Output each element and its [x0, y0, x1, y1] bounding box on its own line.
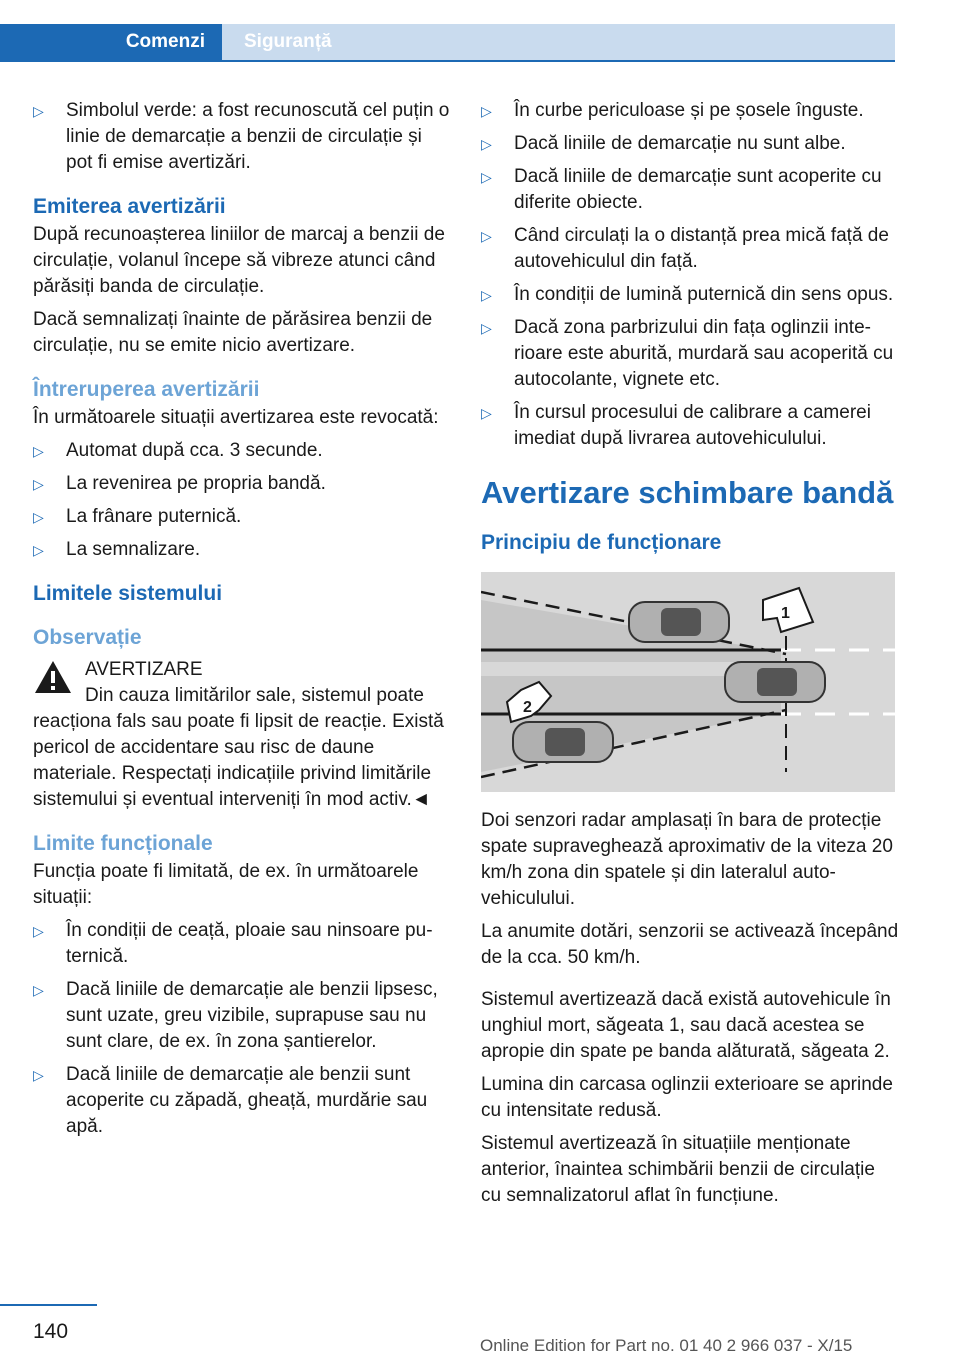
section-title: Avertizare schimbare bandă [481, 475, 894, 510]
heading-emitere: Emiterea avertizării [33, 195, 226, 218]
list-item: ▷ Când circulați la o distanță prea mică față de autovehiculul din față. [481, 223, 899, 275]
list-item: ▷ În condiții de lumină puternică din sens opus. [481, 282, 899, 308]
tab-comenzi[interactable]: Comenzi [0, 24, 222, 60]
heading-limite-functionale: Limite funcționale [33, 832, 213, 855]
list-item: ▷ La frânare puternică. [33, 504, 451, 530]
left-column [33, 98, 451, 1147]
list-item: ▷ Dacă liniile de demarcație ale benzii sunt acoperite cu zăpadă, gheață, murdărie sau apă. [33, 1062, 451, 1140]
page-number: 140 [33, 1320, 69, 1343]
list-item: ▷ În cursul procesului de calibrare a camerei imediat după livrarea autovehiculului. [481, 400, 899, 452]
list-item: ▷ Dacă liniile de demarcație sunt acoperite cu diferite obiecte. [481, 164, 899, 216]
arrow-2-label: 2 [523, 699, 532, 716]
car-middle [725, 662, 825, 702]
footer-edition: Online Edition for Part no. 01 40 2 966 037 - X/15 [480, 1336, 853, 1355]
paragraph: Dacă semnalizați înainte de părăsirea benzii de circulație, nu se emite nicio avertizare. [33, 309, 433, 356]
warning-block [33, 657, 451, 813]
warning-text: reacționa fals sau poate fi lipsit de reacție. Există pericol de accidentare sau risc de daune materiale. Respectați indicațiile privind limitările sistemului și eventual interveniți în mod activ.◄ [33, 711, 444, 810]
paragraph: Sistemul avertizează dacă există autovehicule în unghiul mort, săgeata 1, sau dacă acestea se apropie din spate pe banda alăturată, săgeata 2. [481, 989, 891, 1062]
paragraph: Sistemul avertizează în situațiile menționate anterior, înaintea schimbării benzii de circulație cu semnalizatorul aflat în funcțiune. [481, 1133, 875, 1206]
paragraph: La anumite dotări, senzorii se activează începând de la cca. 50 km/h. [481, 921, 899, 968]
lane-diagram-svg [481, 572, 895, 792]
list-item: ▷ Dacă liniile de demarcație nu sunt albe. [481, 131, 899, 157]
paragraph: Funcția poate fi limitată, de ex. în următoarele situații: [33, 861, 419, 908]
paragraph: Lumina din carcasa oglinzii exterioare se aprinde cu intensitate redusă. [481, 1074, 893, 1121]
footer-line [0, 1304, 97, 1306]
heading-limitele: Limitele sistemului [33, 582, 223, 605]
right-column [481, 98, 899, 1216]
header-tabs [0, 24, 895, 62]
warning-triangle-icon [33, 659, 73, 695]
list-item: ▷ La semnalizare. [33, 537, 451, 563]
heading-principiu: Principiu de funcționare [481, 531, 722, 554]
list-item: ▷ La revenirea pe propria bandă. [33, 471, 451, 497]
car-top [629, 602, 729, 642]
warning-title: AVERTIZARE [85, 659, 203, 680]
paragraph: Doi senzori radar amplasați în bara de protecție spate supraveghează aproximativ de la viteza 20 km/h zona din spatele și din lateralul autovehiculului. [481, 810, 893, 909]
arrow-1-label: 1 [781, 605, 790, 622]
lane-change-diagram [481, 572, 895, 792]
heading-intrerupere: Întreruperea avertizării [33, 378, 260, 401]
intrerupere-list [33, 438, 451, 563]
list-item: ▷ Dacă liniile de demarcație ale benzii lipsesc, sunt uzate, greu vizibile, suprapuse sau nu sunt clare, de ex. în zona șantierelor. [33, 977, 451, 1055]
warning-line: Din cauza limitărilor sale, sistemul poate [85, 685, 424, 706]
list-item: ▷ În condiții de ceață, ploaie sau ninsoare puternică. [33, 918, 451, 970]
header-underline [0, 60, 895, 62]
car-bottom [513, 722, 613, 762]
paragraph: În următoarele situații avertizarea este revocată: [33, 407, 439, 428]
limite-list-continued [481, 98, 899, 452]
green-symbol-list [33, 98, 451, 176]
tab-siguranta[interactable]: Siguranță [222, 24, 895, 60]
heading-observatie: Observație [33, 626, 142, 649]
list-item: ▷ Dacă zona parbrizului din fața oglinzii interioare este aburită, murdară sau acoperită cu autocolante, vignete etc. [481, 315, 899, 393]
list-item: ▷ În curbe periculoase și pe șosele înguste. [481, 98, 899, 124]
list-item: ▷ Simbolul verde: a fost recunoscută cel puțin o linie de demarcație a benzii de circulație și pot fi emise avertizări. [33, 98, 451, 176]
limite-list [33, 918, 451, 1140]
list-item: ▷ Automat după cca. 3 secunde. [33, 438, 451, 464]
paragraph: După recunoașterea liniilor de marcaj a benzii de circulație, volanul începe să vibreze atunci când părăsiți banda de circulație. [33, 224, 445, 297]
